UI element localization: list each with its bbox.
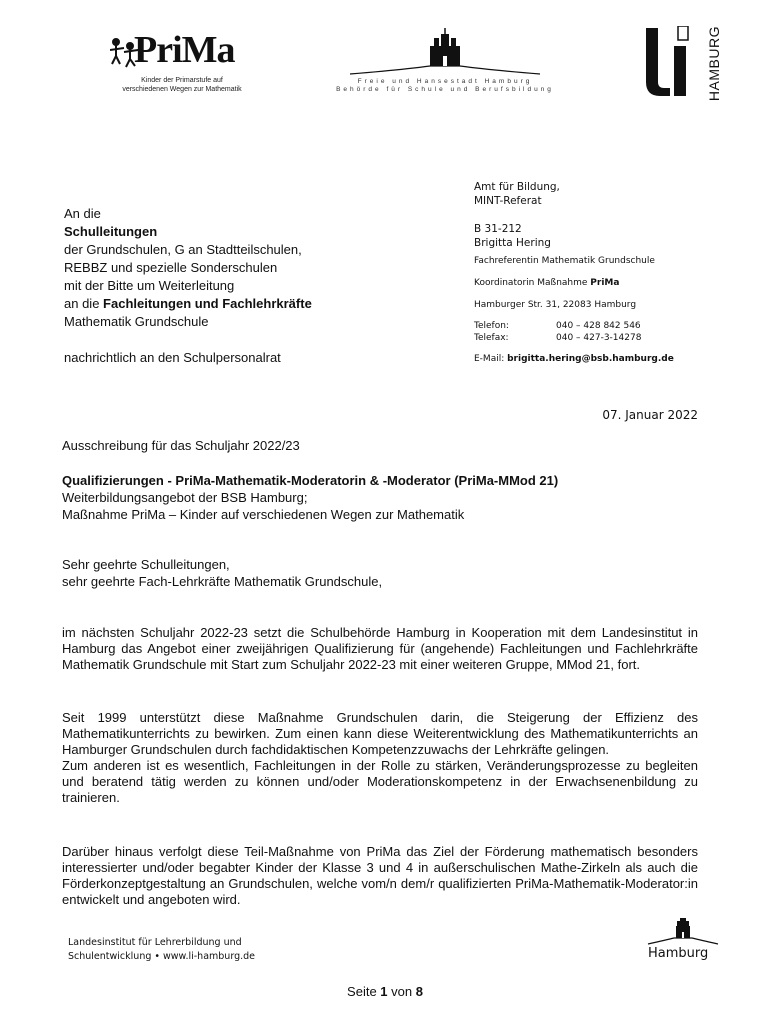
sender-coordinator-program: PriMa xyxy=(590,278,620,288)
sender-fax xyxy=(474,332,734,344)
footer-hamburg-word: Hamburg xyxy=(648,946,709,961)
subject-line: Maßnahme PriMa – Kinder auf verschiedenen Wegen zur Mathematik xyxy=(62,507,465,522)
paragraph-part: Seit 1999 unterstützt diese Maßnahme Grundschulen darin, die Steigerung der Effizienz des Mathematikunterrichts zu bewirken. Zum einen kann diese Weiterentwicklung des Mathematikunterrichts an Hamburger Grundschulen durch fachdidaktischen Kompetenzzuwachs der Lehrkräfte gelingen. xyxy=(62,710,698,757)
letter-date: 07. Januar 2022 xyxy=(602,408,698,422)
email-label: E-Mail: xyxy=(474,354,508,364)
prima-tagline-line1: Kinder der Primarstufe auf xyxy=(141,77,223,84)
page-separator: von xyxy=(387,984,416,999)
hamburg-city-name: Freie und Hansestadt Hamburg xyxy=(357,78,533,85)
recipient-cc: nachrichtlich an den Schulpersonalrat xyxy=(64,350,281,365)
sender-block xyxy=(474,180,734,366)
page-total: 8 xyxy=(415,984,423,999)
recipient-line: REBBZ und spezielle Sonderschulen xyxy=(64,260,278,275)
greeting-line: Sehr geehrte Schulleitungen, xyxy=(62,557,230,572)
recipient-line: mit der Bitte um Weiterleitung xyxy=(64,278,235,293)
paragraph xyxy=(62,710,698,806)
recipient-line: An die xyxy=(64,206,101,221)
footer-hamburg-logo xyxy=(646,914,720,964)
paragraph: Darüber hinaus verfolgt diese Teil-Maßnahme von PriMa das Ziel der Förderung mathematisch besonders interessierter und/oder begabter Kinder der Klasse 3 und 4 in außerschulischen Mathe-Zirkeln als auch die Förderkonzeptgestaltung an Grundschulen, welche vom/n dem/r qualifizierten PriMa-Mathematik-Moderator:in entwickelt und angeboten wird. xyxy=(62,844,698,907)
phone-label: Telefon: xyxy=(474,321,509,331)
sender-name: Brigitta Hering xyxy=(474,237,551,249)
fax-label: Telefax: xyxy=(474,333,509,343)
footer-institute-line: Schulentwicklung • www.li-hamburg.de xyxy=(68,951,255,962)
page-number xyxy=(0,984,770,999)
hamburg-authority-logo xyxy=(330,26,560,101)
sender-email xyxy=(474,352,734,366)
sender-code: B 31-212 xyxy=(474,223,522,235)
hamburg-castle-icon xyxy=(646,914,720,946)
greeting xyxy=(62,556,382,590)
sender-coordinator-label: Koordinatorin Maßnahme xyxy=(474,278,591,288)
hamburg-authority-name: Behörde für Schule und Berufsbildung xyxy=(336,86,554,93)
footer-institute-line: Landesinstitut für Lehrerbildung und xyxy=(68,937,242,948)
sender-coordinator xyxy=(474,276,734,290)
email-link[interactable]: brigitta.hering@bsb.hamburg.de xyxy=(507,354,674,364)
subject-title: Qualifizierungen - PriMa-Mathematik-Moderatorin & -Moderator (PriMa-MMod 21) xyxy=(62,473,559,488)
li-hamburg-text: HAMBURG xyxy=(706,26,722,102)
hamburg-castle-icon xyxy=(330,26,560,76)
footer-institute xyxy=(68,936,255,964)
recipient-line: der Grundschulen, G an Stadtteilschulen, xyxy=(64,242,302,257)
paragraph-part: Zum anderen ist es wesentlich, Fachleitungen in der Rolle zu stärken, Veränderungsprozesse zu begleiten und beratend tätig werden zu können und/oder Moderationskompetenz in der Erwachsenenbildung zu trainieren. xyxy=(62,758,698,805)
recipient-line: Schulleitungen xyxy=(64,224,158,239)
recipient-bold: Fachleitungen und Fachlehrkräfte xyxy=(103,296,312,311)
sender-phone xyxy=(474,320,734,332)
li-monogram-icon xyxy=(640,26,700,98)
fax-number: 040 – 427-3-14278 xyxy=(556,333,642,343)
recipient-prefix: an die xyxy=(64,296,104,311)
prima-tagline-line2: verschiedenen Wegen zur Mathematik xyxy=(122,86,242,93)
phone-number: 040 – 428 842 546 xyxy=(556,321,641,331)
sender-role: Fachreferentin Mathematik Grundschule xyxy=(474,256,655,266)
paragraph: im nächsten Schuljahr 2022-23 setzt die Schulbehörde Hamburg in Kooperation mit dem Landesinstitut in Hamburg das Angebot einer zweijährigen Qualifizierung für (angehende) Fachleitungen und Fachlehrkräfte Mathematik Grundschule mit Start zum Schuljahr 2022-23 mit einer weiteren Gruppe, MMod 21, fort. xyxy=(62,625,698,672)
sender-office: Amt für Bildung, xyxy=(474,181,560,193)
prima-tagline xyxy=(112,76,252,94)
page-current: 1 xyxy=(380,984,388,999)
sender-address: Hamburger Str. 31, 22083 Hamburg xyxy=(474,300,637,310)
tender-line: Ausschreibung für das Schuljahr 2022/23 xyxy=(62,438,300,453)
greeting-line: sehr geehrte Fach-Lehrkräfte Mathematik Grundschule, xyxy=(62,574,383,589)
sender-department: MINT-Referat xyxy=(474,195,542,207)
recipient-block xyxy=(64,205,424,367)
page-label: Seite xyxy=(347,984,381,999)
prima-wordmark: PriMa xyxy=(134,29,235,71)
subject-line: Weiterbildungsangebot der BSB Hamburg; xyxy=(62,490,308,505)
li-hamburg-logo xyxy=(640,26,720,106)
prima-logo xyxy=(110,26,260,96)
recipient-line: Mathematik Grundschule xyxy=(64,314,209,329)
subject-block xyxy=(62,472,722,523)
recipient-line xyxy=(64,295,424,313)
